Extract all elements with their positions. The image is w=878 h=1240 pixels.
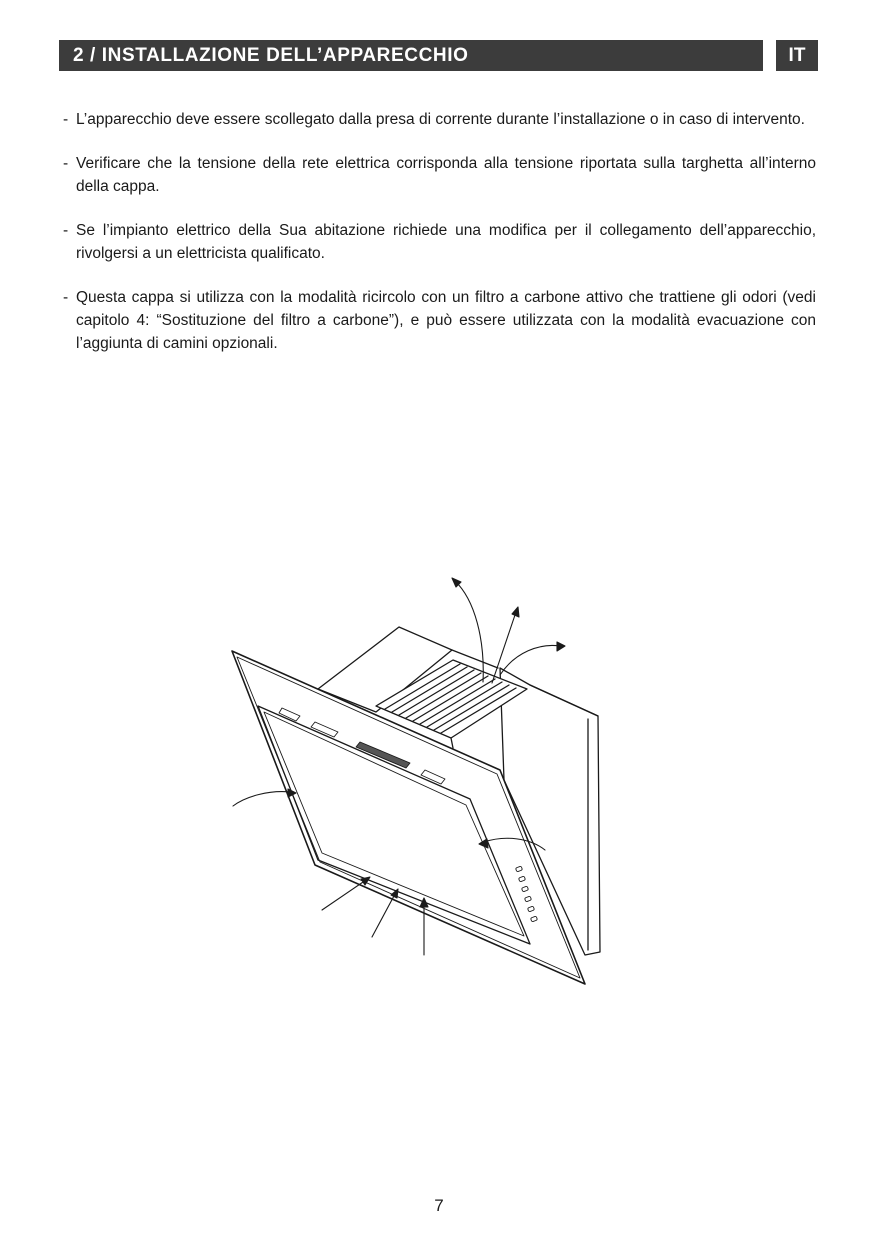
list-item bbox=[63, 152, 816, 198]
bullet-dash: - bbox=[63, 289, 69, 306]
section-title-bar bbox=[59, 40, 763, 71]
list-item bbox=[63, 286, 816, 355]
instruction-list bbox=[63, 108, 816, 376]
bullet-dash: - bbox=[63, 111, 69, 128]
cooker-hood-illustration bbox=[220, 570, 620, 1000]
page-number: 7 bbox=[434, 1196, 444, 1215]
section-title: 2 / INSTALLAZIONE DELL’APPARECCHIO bbox=[73, 45, 469, 66]
list-item-text: L’apparecchio deve essere scollegato dalla presa di corrente durante l’installazione o in caso di intervento. bbox=[76, 111, 805, 128]
list-item bbox=[63, 219, 816, 265]
list-item-text: Se l’impianto elettrico della Sua abitazione richiede una modifica per il collegamento dell’apparecchio, rivolgersi a un elettricista qualificato. bbox=[76, 222, 816, 262]
list-item bbox=[63, 108, 816, 131]
language-badge: IT bbox=[776, 40, 818, 71]
bullet-dash: - bbox=[63, 222, 69, 239]
bullet-dash: - bbox=[63, 155, 69, 172]
list-item-text: Verificare che la tensione della rete elettrica corrisponda alla tensione riportata sulla targhetta all’interno della cappa. bbox=[76, 155, 816, 195]
list-item-text: Questa cappa si utilizza con la modalità ricircolo con un filtro a carbone attivo che trattiene gli odori (vedi capitolo 4: “Sostituzione del filtro a carbone”), e può essere utilizzata con la modalità evacuazione con l’aggiunta di camini opzionali. bbox=[76, 289, 816, 352]
